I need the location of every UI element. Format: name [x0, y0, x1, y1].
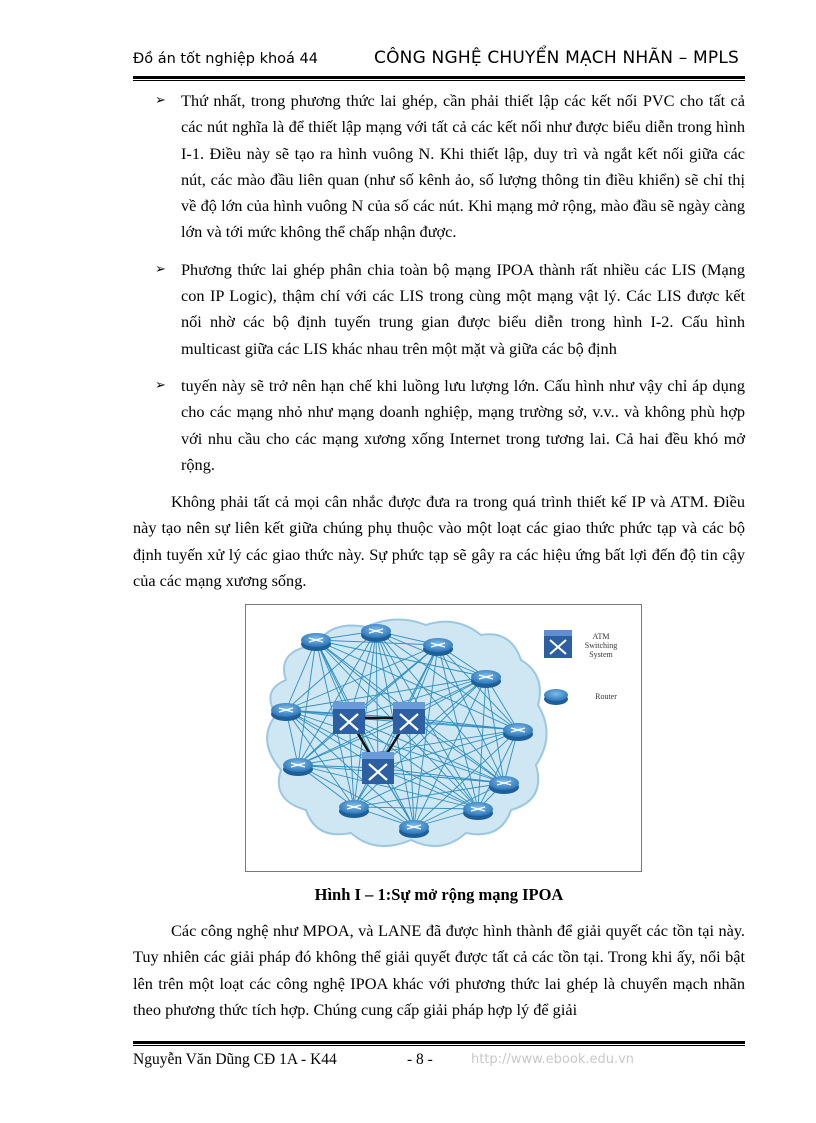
router-icon — [463, 802, 493, 820]
atm-switch-icon — [333, 702, 365, 734]
router-icon — [399, 820, 429, 838]
arrow-bullet-icon: ➢ — [155, 377, 166, 393]
router-icon — [423, 638, 453, 656]
bullet-item — [133, 88, 745, 246]
router-icon — [271, 703, 301, 721]
router-icon — [489, 776, 519, 794]
bullet-text: Phương thức lai ghép phân chia toàn bộ mạng IPOA thành rất nhiều các LIS (Mạng con IP Logic), thậm chí với các LIS trong cùng một mạng vật lý. Các LIS được kết nối nhờ các bộ định tuyến trung gian được biểu diễn trong hình I-2. Cấu hình multicast giữa các LIS khác nhau trên một mặt và giữa các bộ định — [181, 259, 745, 358]
footer-url: http://www.ebook.edu.vn — [471, 1052, 635, 1067]
bullet-text: tuyến này sẽ trở nên hạn chế khi luồng lưu lượng lớn. Cấu hình như vậy chỉ áp dụng cho các mạng nhỏ như mạng doanh nghiệp, mạng trường sở, v.v.. và không phù hợp với nhu cầu cho các mạng xương xống Internet trong tương lai. Cả hai đều khó mở rộng. — [181, 375, 745, 474]
atm-switch-icon — [393, 702, 425, 734]
legend-router-icon — [544, 689, 568, 705]
body-text-top — [133, 88, 745, 594]
page-footer — [133, 1051, 745, 1075]
paragraph: Không phải tất cả mọi cân nhắc được đưa ra trong quá trình thiết kế IP và ATM. Điều này tạo nên sự liên kết giữa chúng phụ thuộc vào một loạt các giao thức phức tạp và các bộ định tuyến xử lý các giao thức này. Sự phức tạp sẽ gây ra các hiệu ứng bất lợi đến độ tin cậy của các mạng xương sống. — [133, 492, 745, 591]
legend-atm-line1: ATM — [592, 632, 610, 641]
footer-author: Nguyễn Văn Dũng CĐ 1A - K44 — [133, 1051, 337, 1068]
network-diagram — [246, 605, 641, 871]
router-icon — [471, 670, 501, 688]
legend-atm-switch-icon — [544, 630, 572, 658]
legend-atm-line2: Switching — [584, 641, 618, 650]
router-icon — [503, 723, 533, 741]
legend-atm-line3: System — [589, 650, 613, 659]
bullet-text: Thứ nhất, trong phương thức lai ghép, cần phải thiết lập các kết nối PVC cho tất cả các nút nghĩa là để thiết lập mạng với tất cả các kết nối như được biểu diễn trong hình I-1. Điều này sẽ tạo ra hình vuông N. Khi thiết lập, duy trì và ngắt kết nối giữa các nút, các mào đầu liên quan (như số kênh ảo, số lượng thông tin điều khiển) sẽ chỉ thị về độ lớn của hình vuông N của số các nút. Khi mạng mở rộng, mào đầu sẽ ngày càng lớn và tới mức không thể chấp nhận được. — [181, 91, 745, 242]
body-text-bottom — [133, 918, 745, 1023]
router-icon — [339, 800, 369, 818]
header-right: CÔNG NGHỆ CHUYỂN MẠCH NHÃN – MPLS — [374, 48, 739, 68]
page-number: - 8 - — [407, 1051, 433, 1068]
bullet-item — [133, 257, 745, 362]
arrow-bullet-icon: ➢ — [155, 93, 166, 108]
header-rule — [133, 76, 745, 81]
router-icon — [283, 758, 313, 776]
bullet-item — [133, 373, 745, 478]
router-icon — [361, 624, 391, 642]
page-header — [133, 48, 745, 76]
network-figure — [245, 604, 642, 872]
paragraph: Các công nghệ như MPOA, và LANE đã được hình thành để giải quyết các tồn tại này. Tuy nhiên các giải pháp đó không thể giải quyết được tất cả các tồn tại. Trong khi ấy, nổi bật lên trên một loạt các công nghệ IPOA khác với phương thức lai ghép là chuyển mạch nhãn theo phương thức tích hợp. Chúng cung cấp giải pháp hợp lý để giải — [133, 921, 745, 1019]
arrow-bullet-icon: ➢ — [155, 261, 166, 277]
legend — [544, 630, 617, 705]
footer-rule — [133, 1041, 745, 1046]
header-left: Đồ án tốt nghiệp khoá 44 — [133, 51, 319, 67]
atm-switch-icon — [362, 752, 394, 784]
router-icon — [301, 633, 331, 651]
figure-caption: Hình I – 1:Sự mở rộng mạng IPOA — [314, 885, 564, 904]
legend-router-label: Router — [595, 692, 617, 701]
